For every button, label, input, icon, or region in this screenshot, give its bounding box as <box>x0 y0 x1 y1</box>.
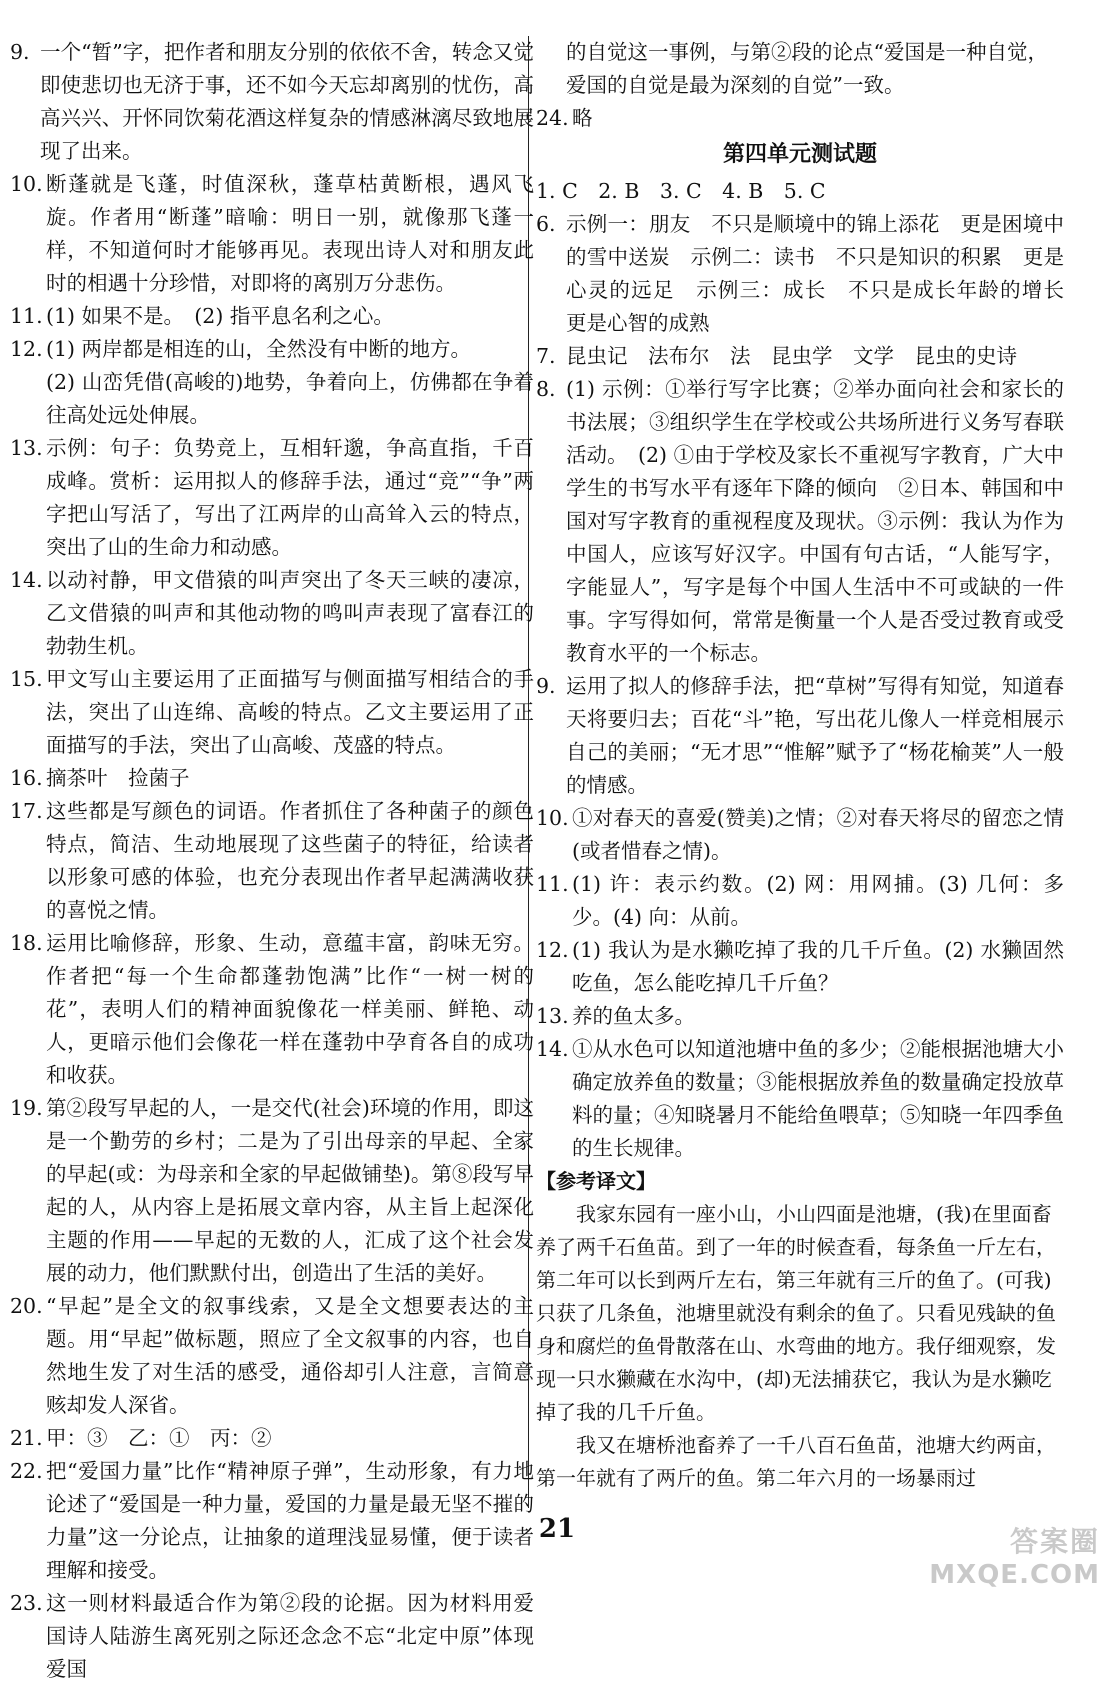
right-column <box>534 36 1085 1495</box>
answer-18 <box>10 927 534 1092</box>
answer-number: 11. <box>536 872 569 896</box>
answer-text: 以动衬静，甲文借猿的叫声突出了冬天三峡的凄凉，乙文借猿的叫声和其他动物的鸣叫声表现了富春江的勃勃生机。 <box>46 568 534 658</box>
answer-text: 略 <box>572 106 593 130</box>
answer-text: 运用了拟人的修辞手法，把“草树”写得有知觉，知道春天将要归去；百花“斗”艳，写出花儿像人一样竞相展示自己的美丽；“无才思”“惟解”赋予了“杨花榆荚”人一般的情感。 <box>566 674 1064 797</box>
answer-number: 21. <box>10 1426 43 1450</box>
answer-number: 14. <box>536 1037 569 1061</box>
answer-number: 6. <box>536 212 556 236</box>
answer-number: 9. <box>10 40 30 64</box>
answer-text: 断蓬就是飞蓬，时值深秋，蓬草枯黄断根，遇风飞旋。作者用“断蓬”暗喻：明日一别，就像那飞蓬一样，不知道何时才能够再见。表现出诗人对和朋友此时的相遇十分珍惜，对即将的离别万分悲伤。 <box>46 172 534 295</box>
answer-24 <box>536 102 1064 135</box>
translation-paragraph: 我家东园有一座小山，小山四面是池塘，(我)在里面畜养了两千石鱼苗。到了一年的时候查看，每条鱼一斤左右，第二年可以长到两斤左右，第三年就有三斤的鱼了。(可我)只获了几条鱼，池塘里就没有剩余的鱼了。只看见残缺的鱼身和腐烂的鱼骨散落在山、水弯曲的地方。我仔细观察，发现一只水獭藏在水沟中，(却)无法捕获它，我认为是水獭吃掉了我的几千斤鱼。 <box>536 1202 1056 1424</box>
answer-17 <box>10 795 534 927</box>
answer-text: 示例：句子：负势竞上，互相轩邈，争高直指，千百成峰。赏析：运用拟人的修辞手法，通过“竞”“争”两字把山写活了，写出了江两岸的山高耸入云的特点，突出了山的生命力和动感。 <box>46 436 534 559</box>
answer-continuation: (2) 山峦凭借(高峻的)地势，争着向上，仿佛都在争着往高处远处伸展。 <box>46 370 534 427</box>
answer-text: “早起”是全文的叙事线索，又是全文想要表达的主题。用“早起”做标题，照应了全文叙事的内容，也自然地生发了对生活的感受，通俗却引人注意，言简意赅却发人深省。 <box>46 1294 534 1417</box>
answer-number: 23. <box>10 1591 43 1615</box>
answer-text: 养的鱼太多。 <box>572 1004 695 1028</box>
answer-u4-10 <box>536 802 1064 868</box>
answer-number: 20. <box>10 1294 43 1318</box>
answer-number: 24. <box>536 106 569 130</box>
answer-number: 17. <box>10 799 43 823</box>
answer-number: 19. <box>10 1096 43 1120</box>
answer-number: 10. <box>10 172 43 196</box>
answer-number: 8. <box>536 377 556 401</box>
answer-text: 示例一：朋友 不只是顺境中的锦上添花 更是困境中的雪中送炭 示例二：读书 不只是知识的积累 更是心灵的远足 示例三：成长 不只是成长年龄的增长 更是心智的成熟 <box>566 212 1085 335</box>
answer-u4-8 <box>536 373 1064 670</box>
answer-number: 13. <box>10 436 43 460</box>
answer-text: (1) 我认为是水獭吃掉了我的几千斤鱼。(2) 水獭固然吃鱼，怎么能吃掉几千斤鱼？ <box>572 938 1064 995</box>
answer-text: (1) 示例：①举行写字比赛；②举办面向社会和家长的书法展；③组织学生在学校或公共场所进行义务写春联活动。 (2) ①由于学校及家长不重视写字教育，广大中学生的书写水平有逐年下降的倾向 ②日本、韩国和中国对写字教育的重视程度及现状。③示例：我认为作为中国人，应该写好汉字。中国有句古话，“人能写字，字能显人”，写字是每个中国人生活中不可或缺的一件事。字写得如何，常常是衡量一个人是否受过教育或受教育水平的一个标志。 <box>566 377 1064 665</box>
answer-number: 16. <box>10 766 43 790</box>
reference-translation-label: 【参考译文】 <box>536 1169 656 1193</box>
answer-number: 9. <box>536 674 556 698</box>
answer-text: 把“爱国力量”比作“精神原子弹”，生动形象，有力地论述了“爱国是一种力量，爱国的力量是最无坚不摧的力量”这一分论点，让抽象的道理浅显易懂，便于读者理解和接受。 <box>46 1459 534 1582</box>
answer-u4-7 <box>536 340 1064 373</box>
answer-23 <box>10 1587 534 1686</box>
answer-text: ①从水色可以知道池塘中鱼的多少；②能根据池塘大小确定放养鱼的数量；③能根据放养鱼的数量确定投放草料的量；④知晓暑月不能给鱼喂草；⑤知晓一年四季鱼的生长规律。 <box>572 1037 1064 1160</box>
answer-number: 11. <box>10 304 43 328</box>
site-watermark <box>900 1520 1100 1594</box>
answer-text: 第②段写早起的人，一是交代(社会)环境的作用，即这是一个勤劳的乡村；二是为了引出母亲的早起、全家的早起(或：为母亲和全家的早起做铺垫)。第⑧段写早起的人，从内容上是拓展文章内容，从主旨上起深化主题的作用——早起的无数的人，汇成了这个社会发展的动力，他们默默付出，创造出了生活的美好。 <box>46 1096 534 1285</box>
answer-text: 甲：③ 乙：① 丙：② <box>46 1426 272 1450</box>
answer-text: 这些都是写颜色的词语。作者抓住了各种菌子的颜色特点，简洁、生动地展现了这些菌子的特征，给读者以形象可感的体验，也充分表现出作者早起满满收获的喜悦之情。 <box>46 799 534 922</box>
answer-number: 14. <box>10 568 43 592</box>
section-title: 第四单元测试题 <box>722 142 877 167</box>
left-column <box>0 36 534 1686</box>
watermark-bottom: MXQE.COM <box>929 1560 1100 1590</box>
answer-number: 15. <box>10 667 43 691</box>
page-number: 21 <box>538 1514 576 1544</box>
answer-11 <box>10 300 534 333</box>
answer-u4-14 <box>536 1033 1064 1165</box>
answer-9 <box>10 36 534 168</box>
answer-text: (1) 许：表示约数。(2) 网：用网捕。(3) 几何：多少。(4) 向：从前。 <box>572 872 1064 929</box>
answer-u4-6 <box>536 208 1085 340</box>
answer-10 <box>10 168 534 300</box>
answer-text: 运用比喻修辞，形象、生动，意蕴丰富，韵味无穷。作者把“每一个生命都蓬勃饱满”比作“一树一树的花”，表明人们的精神面貌像花一样美丽、鲜艳、动人，更暗示他们会像花一样在蓬勃中孕育各自的成功和收获。 <box>46 931 534 1087</box>
answer-text: 这一则材料最适合作为第②段的论据。因为材料用爱国诗人陆游生离死别之际还念念不忘“北定中原”体现爱国 <box>46 1591 534 1681</box>
answer-20 <box>10 1290 534 1422</box>
answer-text: 甲文写山主要运用了正面描写与侧面描写相结合的手法，突出了山连绵、高峻的特点。乙文主要运用了正面描写的手法，突出了山高峻、茂盛的特点。 <box>46 667 534 757</box>
answer-number: 12. <box>536 938 569 962</box>
multiple-choice-answers: 1. C 2. B 3. C 4. B 5. C <box>536 179 826 203</box>
answer-u4-11 <box>536 868 1064 934</box>
answer-u4-9 <box>536 670 1064 802</box>
answer-19 <box>10 1092 534 1290</box>
answer-u4-12 <box>536 934 1064 1000</box>
answer-text: ①对春天的喜爱(赞美)之情；②对春天将尽的留恋之情(或者惜春之情)。 <box>572 806 1064 863</box>
answer-15 <box>10 663 534 762</box>
reference-translation <box>536 1198 1064 1495</box>
answer-14 <box>10 564 534 663</box>
answer-12 <box>10 333 534 432</box>
answer-number: 7. <box>536 344 556 368</box>
answer-text: 摘茶叶 捡菌子 <box>46 766 190 790</box>
answer-13 <box>10 432 534 564</box>
answer-text: (1) 如果不是。 (2) 指平息名利之心。 <box>46 304 394 328</box>
answer-number: 18. <box>10 931 43 955</box>
answer-23-continuation: 的自觉这一事例，与第②段的论点“爱国是一种自觉，爱国的自觉是最为深刻的自觉”一致。 <box>566 40 1048 97</box>
answer-number: 10. <box>536 806 569 830</box>
answer-number: 22. <box>10 1459 43 1483</box>
answer-text: (1) 两岸都是相连的山，全然没有中断的地方。 <box>46 337 472 361</box>
answer-number: 13. <box>536 1004 569 1028</box>
watermark-top: 答案圈 <box>1009 1525 1100 1558</box>
answer-21 <box>10 1422 534 1455</box>
answer-text: 昆虫记 法布尔 法 昆虫学 文学 昆虫的史诗 <box>566 344 1017 368</box>
translation-paragraph: 我又在塘桥池畜养了一千八百石鱼苗，池塘大约两亩，第一年就有了两斤的鱼。第二年六月的一场暴雨过 <box>536 1433 1056 1490</box>
answer-16 <box>10 762 534 795</box>
answer-u4-13 <box>536 1000 1064 1033</box>
answer-text: 一个“暂”字，把作者和朋友分别的依依不舍，转念又觉即使悲切也无济于事，还不如今天忘却离别的忧伤，高高兴兴、开怀同饮菊花酒这样复杂的情感淋漓尽致地展现了出来。 <box>40 40 534 163</box>
answer-number: 12. <box>10 337 43 361</box>
